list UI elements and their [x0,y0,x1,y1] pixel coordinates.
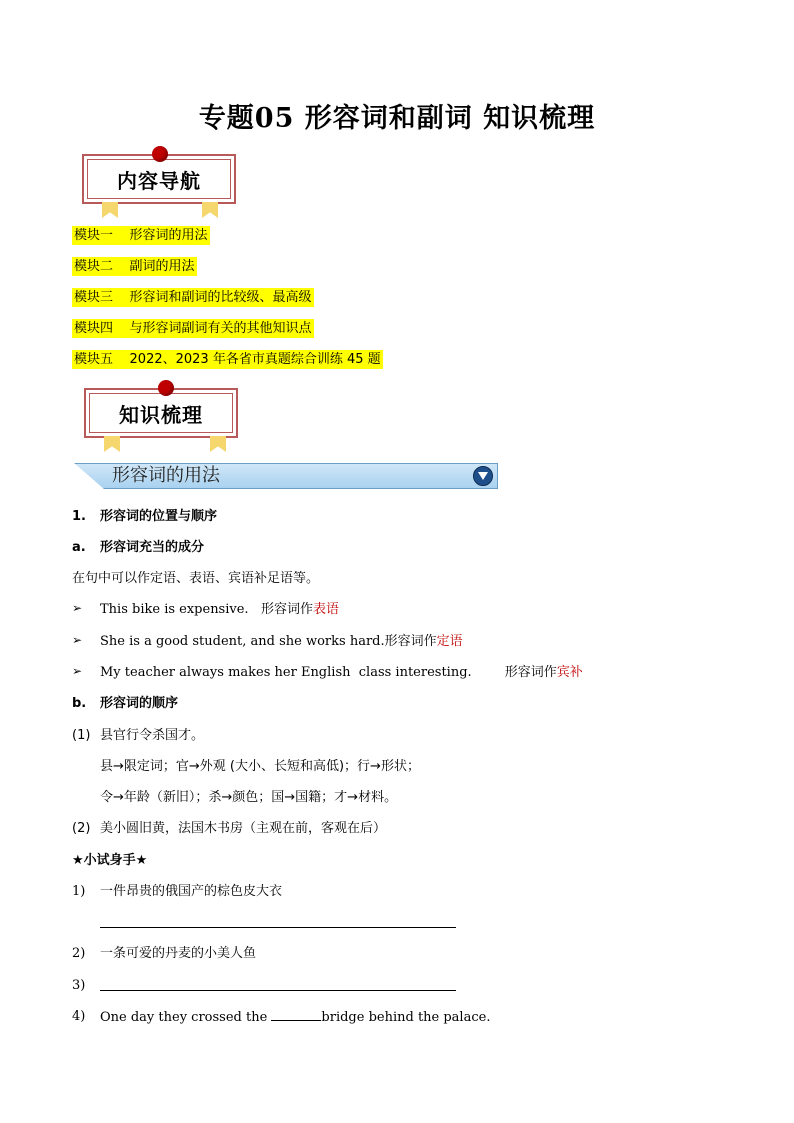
nav-item-module-4[interactable]: 模块四 与形容词副词有关的其他知识点 [74,321,312,336]
nav-item-module-2[interactable]: 模块二 副词的用法 [74,259,195,274]
arrow-bullet-icon: ➢ [72,633,83,647]
example-role: 宾补 [556,665,583,680]
subheading-roles: 形容词充当的成分 [100,540,205,555]
question-number: 1) [72,884,86,899]
arrow-bullet-icon: ➢ [72,664,83,678]
example-label: 形容词作 [260,602,313,617]
example-english: She is a good student, and she works hard. [100,634,385,649]
answer-line[interactable] [100,990,456,991]
rule-number: (2) [72,821,91,836]
nav-item-module-5[interactable]: 模块五 2022、2023 年各省市真题综合训练 45 题 [74,352,381,367]
rule-mnemonic: 美小圆旧黄，法国木书房（主观在前，客观在后） [100,821,387,836]
ribbon-tab-icon [202,202,218,218]
nav-banner [82,146,242,208]
example-english: My teacher always makes her English class interesting. [100,665,505,680]
fill-blank[interactable] [271,1008,321,1021]
example-english: This bike is expensive. [100,602,261,617]
rule-detail: 县→限定词；官→外观 (大小、长短和高低)；行→形状； [100,759,420,774]
heading-position-order: 形容词的位置与顺序 [100,509,218,524]
example-label: 形容词作 [384,634,437,649]
question-text [100,1008,490,1026]
rule-mnemonic: 县官行令杀国才。 [100,728,205,743]
nav-banner-label: 内容导航 [87,159,231,199]
chevron-down-icon[interactable] [473,466,493,486]
ribbon-tab-icon [210,436,226,452]
example-2 [100,633,463,650]
heading-number: 1. [72,509,86,524]
question-number: 3) [72,978,86,993]
rule-number: (1) [72,728,91,743]
question-part: One day they crossed the [100,1010,272,1025]
page-title: 专题05 形容词和副词 知识梳理 [198,103,596,134]
banner-dot-icon [158,380,174,396]
nav-item-module-3[interactable]: 模块三 形容词和副词的比较级、最高级 [74,290,312,305]
example-3 [100,664,583,681]
question-number: 4) [72,1009,86,1024]
example-1 [100,601,339,618]
example-role: 定语 [436,634,463,649]
knowledge-banner-label: 知识梳理 [89,393,233,433]
subheading-number: b. [72,696,87,711]
ribbon-tab-icon [104,436,120,452]
question-text: 一件昂贵的俄国产的棕色皮大衣 [100,884,283,899]
intro-text: 在句中可以作定语、表语、宾语补足语等。 [72,571,320,586]
question-part: bridge behind the palace. [321,1010,491,1025]
arrow-bullet-icon: ➢ [72,601,83,615]
rule-detail: 令→年龄（新旧）；杀→颜色；国→国籍；才→材料。 [100,790,398,805]
example-label: 形容词作 [504,665,557,680]
banner-dot-icon [152,146,168,162]
nav-item-module-1[interactable]: 模块一 形容词的用法 [74,228,208,243]
example-role: 表语 [312,602,339,617]
question-number: 2) [72,946,86,961]
answer-line[interactable] [100,927,456,928]
question-text: 一条可爱的丹麦的小美人鱼 [100,946,257,961]
knowledge-banner [84,380,244,442]
practice-title: ★小试身手★ [72,853,148,868]
subheading-number: a. [72,540,86,555]
section-header-label: 形容词的用法 [112,465,220,486]
ribbon-tab-icon [102,202,118,218]
subheading-order: 形容词的顺序 [100,696,179,711]
